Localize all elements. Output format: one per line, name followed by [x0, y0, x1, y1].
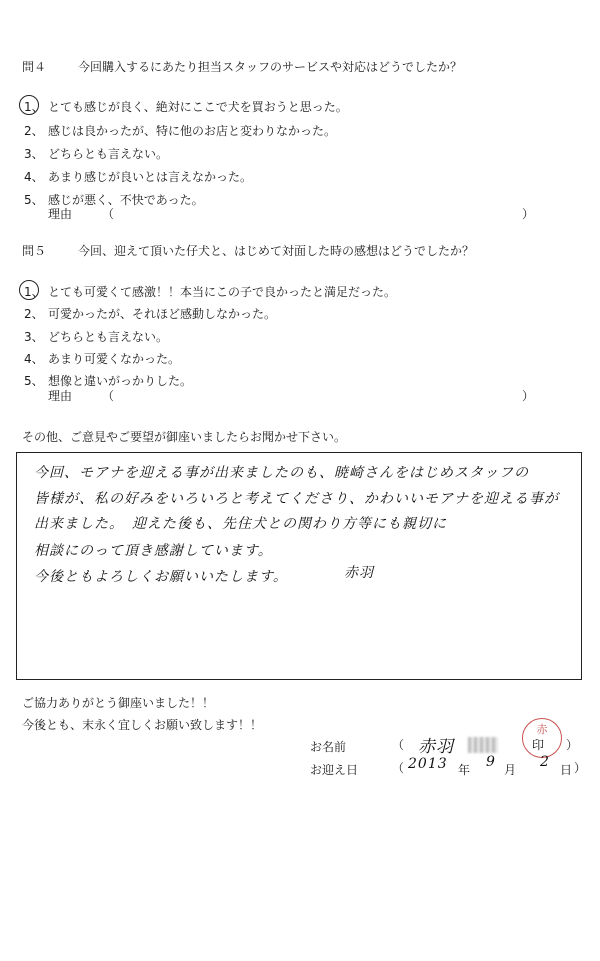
q4-option-1-text: とても感じが良く、絶対にここで犬を買おうと思った。 [48, 100, 348, 114]
q5-option-4[interactable] [24, 350, 180, 367]
q5-option-2-text: 可愛かったが、それほど感動しなかった。 [48, 307, 277, 321]
q5-option-1[interactable] [24, 283, 396, 300]
other-prompt: その他、ご意見やご要望が御座いましたらお聞かせ下さい。 [22, 430, 347, 444]
q5-option-3-number: 3、 [24, 330, 44, 344]
handwritten-line-2: 皆様が、私の好みをいろいろと考えてくださり、かわいいモアナを迎える事が [34, 491, 559, 507]
q5-label: 問５ [22, 244, 47, 258]
q5-option-2-number: 2、 [24, 307, 44, 321]
q5-option-3[interactable] [24, 328, 168, 345]
q4-option-2[interactable] [24, 122, 336, 139]
date-day-value[interactable]: 2 [540, 754, 550, 770]
q4-option-4-number: 4、 [24, 170, 44, 184]
q4-option-5-number: 5、 [24, 193, 44, 207]
thanks-line-2: 今後とも、末永く宜しくお願い致します！！ [22, 718, 263, 732]
handwritten-line-1: 今回、モアナを迎える事が出来ましたのも、暁崎さんをはじめスタッフの [34, 465, 529, 481]
q4-heading [22, 58, 462, 75]
q4-option-3-text: どちらとも言えない。 [48, 147, 169, 161]
q5-reason-close: ） [522, 389, 535, 403]
date-day-unit: 日 [560, 763, 573, 777]
q4-option-4-text: あまり感じが良いとは言えなかった。 [48, 170, 253, 184]
hanko-seal [522, 718, 562, 758]
q4-option-3[interactable] [24, 145, 168, 162]
date-close-paren: ） [574, 761, 587, 775]
q4-reason-label: 理由 [48, 207, 73, 221]
handwritten-line-3: 出来ました。 迎えた後も、先住犬との関わり方等にも親切に [34, 516, 447, 532]
q4-reason-close: ） [522, 207, 535, 221]
name-value[interactable]: 赤羽 [418, 737, 454, 757]
q5-option-4-number: 4、 [24, 352, 44, 366]
q5-heading [22, 242, 474, 259]
q4-option-1-number: 1、 [24, 100, 44, 114]
q4-option-5-text: 感じが悪く、不快であった。 [48, 193, 204, 207]
q5-question: 今回、迎えて頂いた仔犬と、はじめて対面した時の感想はどうでしたか？ [78, 244, 475, 258]
q5-reason-row [48, 387, 114, 404]
q5-option-4-text: あまり可愛くなかった。 [48, 352, 181, 366]
handwritten-line-4: 相談にのって頂き感謝しています。 [34, 543, 273, 559]
selected-circle-mark [19, 280, 39, 300]
q5-option-3-text: どちらとも言えない。 [48, 330, 169, 344]
q4-label: 問４ [22, 60, 47, 74]
stamp-label: 印 [532, 738, 545, 752]
name-label: お名前 [310, 740, 347, 754]
seal-character: 赤 [536, 723, 548, 736]
q4-option-3-number: 3、 [24, 147, 44, 161]
name-close-paren: ） [566, 738, 579, 752]
q5-option-5-text: 想像と違いがっかりした。 [48, 374, 193, 388]
name-open-paren: （ [392, 738, 405, 752]
handwritten-signature: 赤羽 [344, 565, 374, 581]
q4-option-2-number: 2、 [24, 124, 44, 138]
q4-option-4[interactable] [24, 168, 252, 185]
date-month-unit: 月 [504, 763, 517, 777]
date-year-unit: 年 [458, 763, 471, 777]
q5-option-2[interactable] [24, 305, 276, 322]
handwritten-line-5: 今後ともよろしくお願いいたします。 [34, 569, 288, 585]
q5-reason-label: 理由 [48, 389, 73, 403]
q5-option-5-number: 5、 [24, 374, 44, 388]
q4-reason-open: （ [102, 207, 115, 221]
thanks-line-1: ご協力ありがとう御座いました！！ [22, 696, 215, 710]
date-label: お迎え日 [310, 763, 359, 777]
redacted-name-blur [468, 737, 498, 753]
date-year-value[interactable]: 2013 [408, 756, 448, 772]
q5-option-1-text: とても可愛くて感激！！本当にこの子で良かったと満足だった。 [48, 285, 397, 299]
q4-question: 今回購入するにあたり担当スタッフのサービスや対応はどうでしたか？ [78, 60, 463, 74]
q5-reason-open: （ [102, 389, 115, 403]
q4-reason-row [48, 205, 114, 222]
date-open-paren: （ [392, 761, 405, 775]
q4-option-2-text: 感じは良かったが、特に他のお店と変わりなかった。 [48, 124, 337, 138]
date-month-value[interactable]: 9 [486, 754, 496, 770]
selected-circle-mark [19, 95, 39, 115]
q5-option-1-number: 1、 [24, 285, 44, 299]
q4-option-1[interactable] [24, 98, 348, 115]
